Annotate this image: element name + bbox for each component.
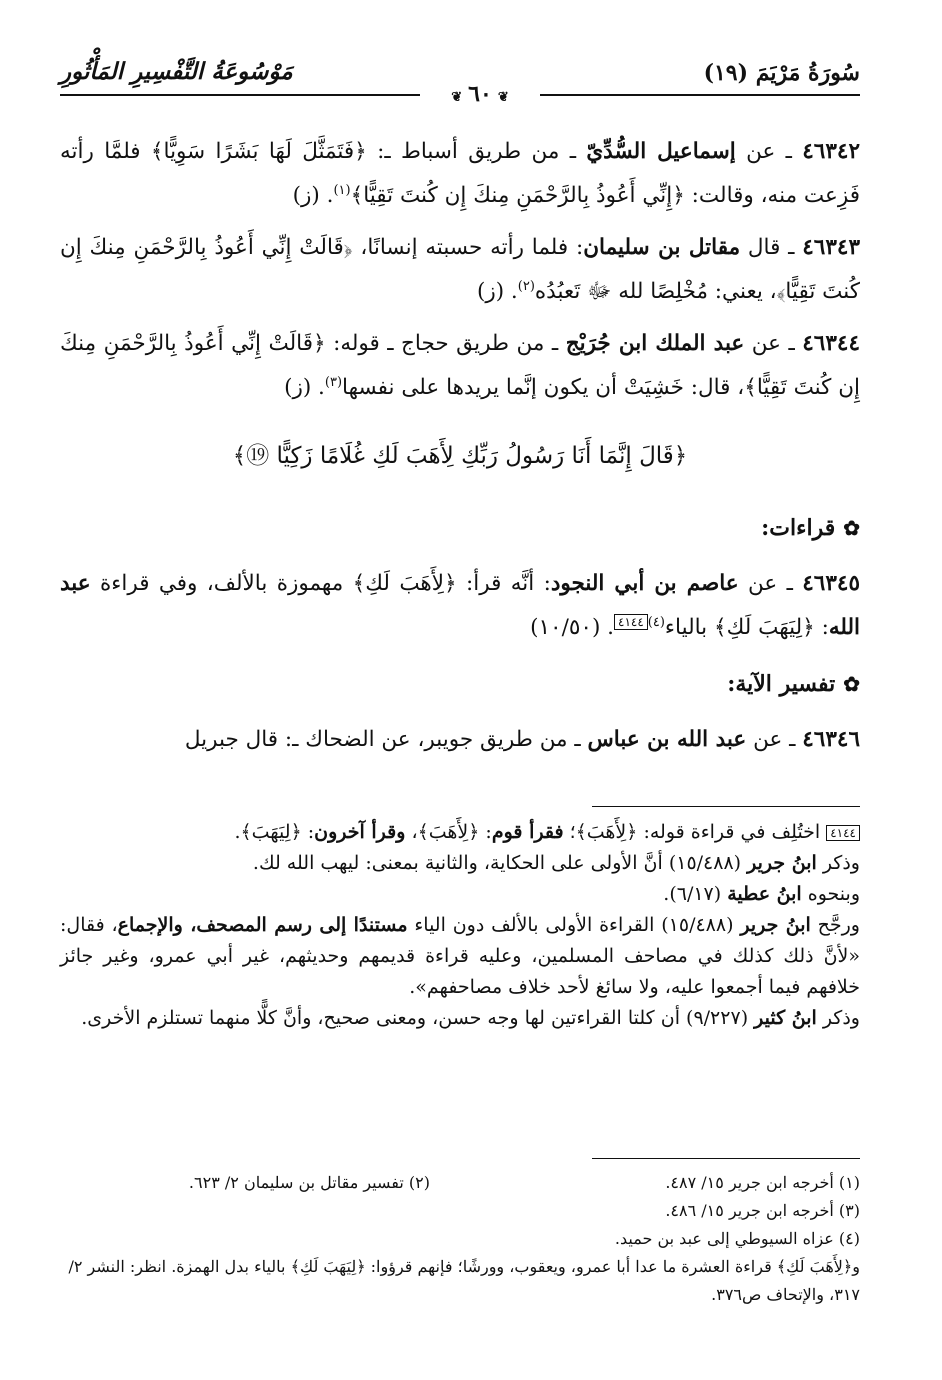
narrator-name: عبد الله xyxy=(60,571,860,640)
text-run: . (ز) xyxy=(284,375,325,400)
page-header xyxy=(60,58,860,106)
text-run: ورجَّح xyxy=(810,914,860,936)
footnote-marker: (٣) xyxy=(324,374,343,390)
text-run: : فلما رأته حسبته إنسانًا، ﴿قَالَتْ إِنِّي أَعُوذُ بِالرَّحْمَنِ مِنكَ إِن كُنتَ تَقِيًّا﴾، يعني: مُخْلِصًا لله ﷻ تَعبُدُه xyxy=(60,235,860,304)
narration-readings xyxy=(60,562,860,650)
text-run: : ﴿لِيَهَبَ﴾. xyxy=(234,821,315,843)
narrator-name: ابنُ كثير xyxy=(754,1007,817,1029)
section-tafsir-label: تفسير الآية: xyxy=(727,671,836,697)
text-run: : ﴿لِيَهَبَ لَكِ﴾ بالياء xyxy=(664,615,829,640)
page-number-text: ٦٠ xyxy=(468,81,492,107)
section-readings-label: قراءات: xyxy=(761,515,836,541)
footnotes xyxy=(60,1152,860,1309)
page-number xyxy=(420,82,540,106)
header-book-title: مَوْسُوعَةُ التَّفْسِيرِ المَأْثُورِ xyxy=(60,58,293,85)
note-line xyxy=(60,817,860,848)
narration-number: ٤٦٣٤٢ xyxy=(802,139,860,164)
narration-number: ٤٦٣٤٤ xyxy=(802,331,860,356)
text-run: . (ز) xyxy=(292,183,334,208)
note-line xyxy=(60,879,860,910)
narrator-name: وقرأ آخرون xyxy=(314,821,406,843)
narrator-name: ابنُ عطية xyxy=(727,883,802,905)
quran-verse: ﴿قَالَ إِنَّمَا أَنَا رَسُولُ رَبِّكِ لِأَهَبَ لَكِ غُلَامًا زَكِيًّا ⑲﴾ xyxy=(232,443,688,469)
footnote-marker: (٢) xyxy=(517,278,535,294)
narration-list xyxy=(60,130,860,410)
text-run: . (ز) xyxy=(476,279,518,304)
note-reference-box: ٤١٤٤ xyxy=(614,614,648,630)
narrator-name: عاصم بن أبي النجود xyxy=(550,571,739,596)
footnote-rule xyxy=(592,1158,860,1159)
note-number-box: ٤١٤٤ xyxy=(826,825,860,841)
narrator-name: فقرأ قوم xyxy=(491,821,564,843)
narrator-name: ابنُ جرير xyxy=(747,852,817,874)
text-run: (١٥/٤٨٨) القراءة الأولى بالألف دون الياء xyxy=(407,914,741,936)
text-run: ، فقال: «لأنَّ ذلك كذلك في مصاحف المسلمين، وعليه قراءة قديمهم وحديثهم، غير أبي عمرو، وغير جائز خلافهم فيما أجمعوا عليه، ولا سائغ لأحد خلاف مصاحفهم». xyxy=(60,914,860,998)
section-tafsir-heading xyxy=(60,662,860,706)
narration-number: ٤٦٣٤٣ xyxy=(802,235,860,260)
text-run: (٦/١٧). xyxy=(663,883,728,905)
footnote-2: (٢) تفسير مقاتل بن سليمان ٢/ ٦٢٣. xyxy=(188,1173,430,1192)
footnote-marker: (٤) xyxy=(647,614,665,630)
text-run: ـ من طريق أسباط ـ: ﴿فَتَمَثَّلَ لَهَا بَشَرًا سَوِيًّا﴾ فلمَّا رأته فَزِعت منه، وقالت: ﴿إِنِّي أَعُوذُ بِالرَّحْمَنِ مِنكَ إِن كُنتَ تَقِيًّا﴾ xyxy=(60,139,860,208)
text-run: ـ من طريق جويبر، عن الضحاك ـ: قال جبريل xyxy=(184,727,588,752)
text-run: ـ عن xyxy=(738,571,803,596)
footnote-marker: (١) xyxy=(333,182,351,198)
narration xyxy=(60,130,860,218)
narration xyxy=(60,322,860,410)
text-run: ـ عن xyxy=(735,139,803,164)
text-run: : أنَّه قرأ: ﴿لِأَهَبَ لَكِ﴾ مهموزة بالألف، وفي قراءة xyxy=(90,571,551,596)
text-run: ـ عن xyxy=(746,727,803,752)
flower-icon: ✿ xyxy=(843,672,860,696)
note-line xyxy=(60,848,860,879)
text-run: (٩/٢٢٧) أن كلتا القراءتين لها وجه حسن، ومعنى صحيح، وأنَّ كلًّا منهما تستلزم الأخرى. xyxy=(81,1007,755,1029)
footnote-row xyxy=(60,1169,860,1197)
narration-number: ٤٦٣٤٥ xyxy=(802,571,860,596)
section-readings-heading xyxy=(60,506,860,550)
flower-icon: ✿ xyxy=(843,516,860,540)
main-text xyxy=(60,130,860,770)
footnote-1: (١) أخرجه ابن جرير ١٥/ ٤٨٧. xyxy=(665,1173,860,1192)
note-line xyxy=(60,1003,860,1034)
footnote-4: (٤) عزاه السيوطي إلى عبد بن حميد. xyxy=(614,1229,860,1248)
text-run: : ﴿لِأَهَبَ﴾، xyxy=(405,821,492,843)
text-run: ـ من طريق حجاج ـ قوله: ﴿قَالَتْ إِنِّي أَعُوذُ بِالرَّحْمَنِ مِنكَ إِن كُنتَ تَقِيًّا﴾، قال: خَشِيَتْ أن يكون إنَّما يريدها على نفسها xyxy=(60,331,860,400)
ornament-icon: ❦ xyxy=(451,90,463,105)
narration-tafsir xyxy=(60,718,860,762)
narrator-name: مقاتل بن سليمان xyxy=(583,235,741,260)
text-run: ـ عن xyxy=(744,331,803,356)
narrator-name: ابنُ جرير xyxy=(740,914,811,936)
header-sura-title: سُورَةُ مَرْيَمَ (١٩) xyxy=(703,60,860,86)
ornament-icon: ❦ xyxy=(497,90,509,105)
narration xyxy=(60,226,860,314)
narrator-name: مستندًا إلى رسم المصحف، والإجماع xyxy=(117,914,408,936)
note-line xyxy=(60,910,860,1003)
note-lines xyxy=(60,817,860,1034)
text-run: وبنحوه xyxy=(801,883,860,905)
narrator-name: عبد الله بن عباس xyxy=(587,727,747,752)
scholarly-note xyxy=(60,800,860,1034)
text-run: اختُلِف في قراءة قوله: ﴿لِأَهَبَ﴾؛ xyxy=(563,821,821,843)
text-run: . (١٠/٥٠) xyxy=(530,615,614,640)
text-run: (١٥/٤٨٨) أنَّ الأولى على الحكاية، والثانية بمعنى: ليهب الله لك. xyxy=(252,852,748,874)
narrator-name: إسماعيل السُّدِّيّ xyxy=(586,139,736,164)
text-run: ـ قال xyxy=(740,235,803,260)
text-run: وذكر xyxy=(816,852,860,874)
note-rule xyxy=(592,806,860,807)
text-run: وذكر xyxy=(816,1007,860,1029)
footnote-3: (٣) أخرجه ابن جرير ١٥/ ٤٨٦. xyxy=(665,1201,860,1220)
footnote-4-detail: و﴿لِأَهَبَ لَكِ﴾ قراءة العشرة ما عدا أبا عمرو، ويعقوب، وورشًا؛ فإنهم قرؤوا: ﴿لِيَهَبَ لَكِ﴾ بالياء بدل الهمزة. انظر: النشر ٢/ ٣١٧، والإتحاف ص٣٧٦. xyxy=(68,1257,860,1304)
narrator-name: عبد الملك ابن جُرَيْج xyxy=(565,331,745,356)
narration-number: ٤٦٣٤٦ xyxy=(802,727,860,752)
